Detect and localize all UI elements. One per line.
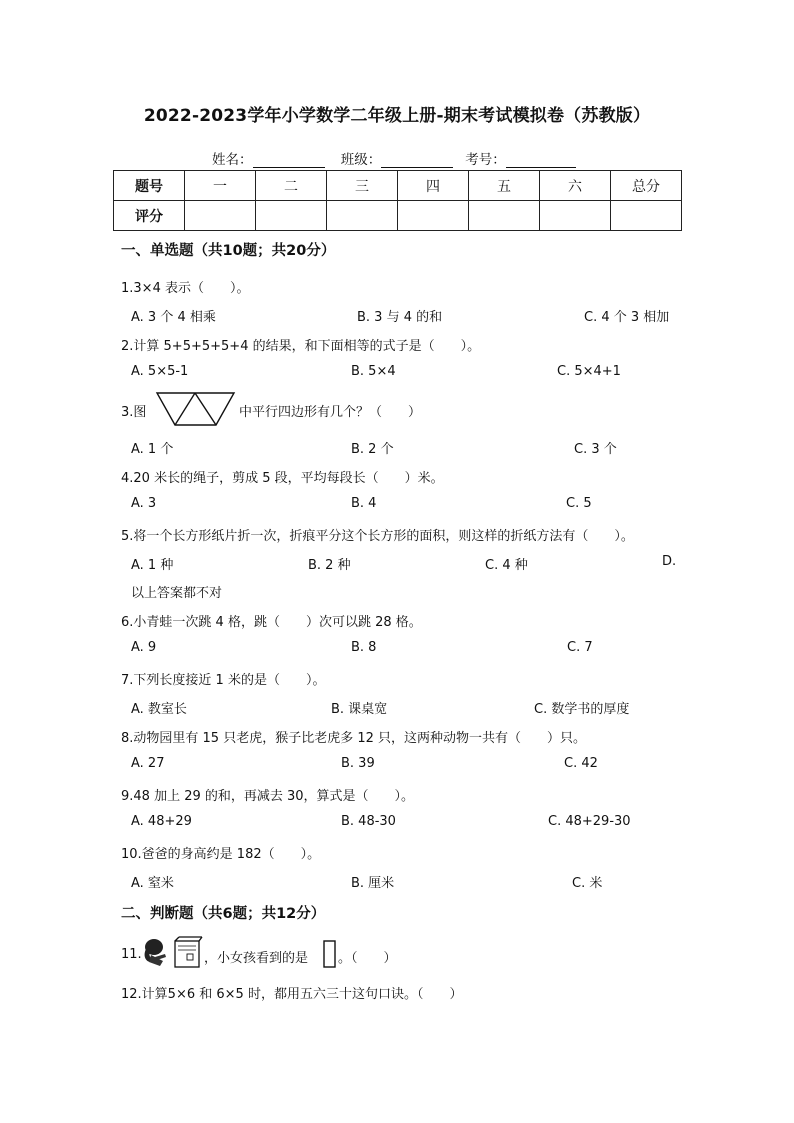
option-c[interactable]: C. 4 种: [485, 558, 528, 573]
table-cell: 一: [185, 171, 256, 201]
question-stem: 4.20 米长的绳子，剪成 5 段，平均每段长（ ）米。: [121, 471, 444, 486]
option-c[interactable]: C. 4 个 3 相加: [584, 310, 670, 325]
name-blank[interactable]: [253, 153, 325, 168]
question-stem: 5.将一个长方形纸片折一次，折痕平分这个长方形的面积，则这样的折纸方法有（ ）。: [121, 529, 634, 544]
option-b[interactable]: B. 2 种: [308, 558, 351, 573]
question-stem-start: 3.图: [121, 405, 147, 420]
score-table: [113, 170, 682, 231]
score-cell[interactable]: [398, 201, 469, 231]
score-cell[interactable]: [469, 201, 540, 231]
option-c[interactable]: C. 5: [566, 496, 592, 511]
table-cell: 五: [469, 171, 540, 201]
score-cell[interactable]: [327, 201, 398, 231]
table-cell: 六: [540, 171, 611, 201]
option-c[interactable]: C. 5×4+1: [557, 364, 621, 379]
option-a[interactable]: A. 窒米: [131, 876, 174, 891]
option-a[interactable]: A. 48+29: [131, 814, 192, 829]
girl-and-box-picture: [141, 935, 203, 971]
score-cell[interactable]: [540, 201, 611, 231]
option-b[interactable]: B. 厘米: [351, 876, 395, 891]
option-a[interactable]: A. 3 个 4 相乘: [131, 310, 216, 325]
score-table-header-row: [114, 171, 682, 201]
table-cell: 三: [327, 171, 398, 201]
section-heading-1: 一、单选题（共10题；共20分）: [121, 243, 336, 259]
question-stem: 1.3×4 表示（ ）。: [121, 281, 250, 296]
score-cell[interactable]: [611, 201, 682, 231]
option-c[interactable]: C. 米: [572, 876, 603, 891]
class-label: 班级：: [340, 152, 382, 168]
question-stem: 2.计算 5+5+5+5+4 的结果，和下面相等的式子是（ ）。: [121, 339, 481, 354]
option-a[interactable]: A. 1 个: [131, 442, 174, 457]
question-stem-end: 。（ ）: [338, 951, 397, 966]
option-b[interactable]: B. 课桌宽: [331, 702, 388, 717]
question-stem: 6.小青蛙一次跳 4 格，跳（ ）次可以跳 28 格。: [121, 615, 422, 630]
option-d[interactable]: D.: [662, 554, 677, 569]
option-c[interactable]: C. 7: [567, 640, 593, 655]
option-c[interactable]: C. 48+29-30: [548, 814, 631, 829]
score-cell[interactable]: [185, 201, 256, 231]
table-cell: 总分: [611, 171, 682, 201]
question-stem: 7.下列长度接近 1 米的是（ ）。: [121, 673, 326, 688]
section-heading-2: 二、判断题（共6题；共12分）: [121, 906, 326, 922]
table-cell: 题号: [114, 171, 185, 201]
option-a[interactable]: A. 教室长: [131, 702, 187, 717]
score-table-score-row: [114, 201, 682, 231]
option-b[interactable]: B. 5×4: [351, 364, 396, 379]
option-c[interactable]: C. 42: [564, 756, 598, 771]
question-stem: 8.动物园里有 15 只老虎，猴子比老虎多 12 只，这两种动物一共有（ ）只。: [121, 731, 587, 746]
exam-no-blank[interactable]: [506, 153, 576, 168]
option-c[interactable]: C. 数学书的厚度: [534, 702, 630, 717]
option-b[interactable]: B. 3 与 4 的和: [357, 310, 443, 325]
option-c[interactable]: C. 3 个: [574, 442, 617, 457]
student-info: [212, 148, 576, 168]
question-stem-middle: ，小女孩看到的是: [204, 951, 309, 966]
name-label: 姓名：: [212, 152, 253, 168]
option-a[interactable]: A. 27: [131, 756, 165, 771]
narrow-rectangle-figure: [322, 939, 338, 969]
question-stem: 10.爸爸的身高约是 182（ ）。: [121, 847, 321, 862]
option-b[interactable]: B. 2 个: [351, 442, 394, 457]
option-b[interactable]: B. 39: [341, 756, 375, 771]
table-cell: 二: [256, 171, 327, 201]
option-a[interactable]: A. 9: [131, 640, 157, 655]
option-a[interactable]: A. 1 种: [131, 558, 174, 573]
question-stem: 9.48 加上 29 的和，再减去 30，算式是（ ）。: [121, 789, 415, 804]
question-stem-end: 中平行四边形有几个？（ ）: [239, 405, 422, 420]
table-cell: 四: [398, 171, 469, 201]
option-a[interactable]: A. 5×5-1: [131, 364, 189, 379]
table-cell: 评分: [114, 201, 185, 231]
page-title: 2022-2023学年小学数学二年级上册-期末考试模拟卷（苏教版）: [143, 106, 651, 126]
option-b[interactable]: B. 4: [351, 496, 377, 511]
option-a[interactable]: A. 3: [131, 496, 157, 511]
question-stem: 12.计算5×6 和 6×5 时，都用五六三十这句口诀。（ ）: [121, 987, 463, 1002]
option-d-text[interactable]: 以上答案都不对: [131, 586, 223, 601]
class-blank[interactable]: [381, 153, 453, 168]
question-number: 11.: [121, 947, 142, 962]
score-cell[interactable]: [256, 201, 327, 231]
option-b[interactable]: B. 48-30: [341, 814, 396, 829]
parallelogram-figure: [154, 390, 236, 428]
exam-no-label: 考号：: [465, 152, 506, 168]
option-b[interactable]: B. 8: [351, 640, 377, 655]
